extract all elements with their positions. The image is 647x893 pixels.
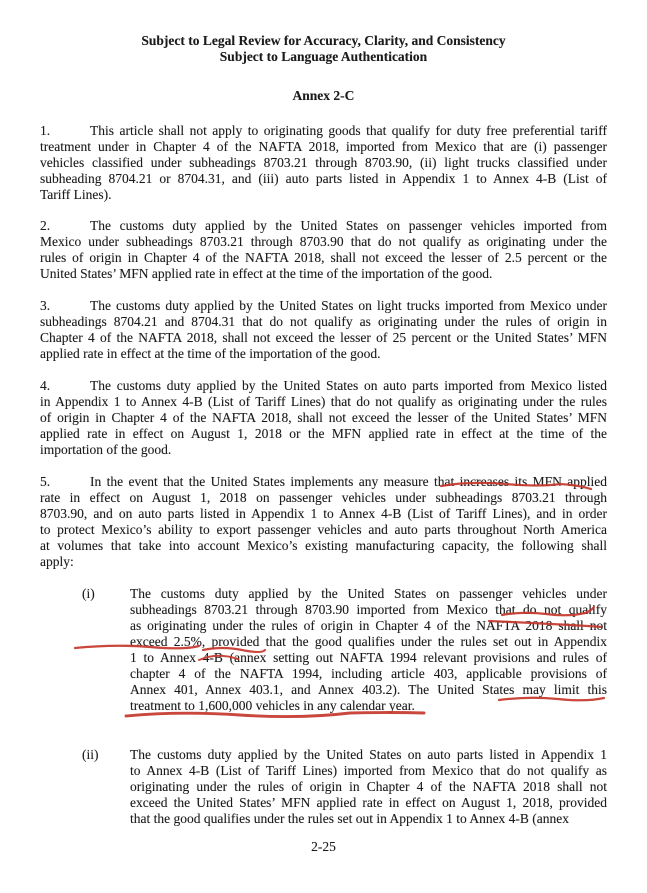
page-number: 2-25 xyxy=(311,839,336,854)
review-notice xyxy=(40,33,607,65)
review-notice-line1: Subject to Legal Review for Accuracy, Clarity, and Consistency xyxy=(141,33,506,48)
text-line: The customs duty applied by the United States on passenger vehicles under xyxy=(130,586,607,601)
text-line: 1 to Annex 4-B (annex setting out NAFTA 1994 relevant provisions and rules of xyxy=(130,650,607,665)
annex-title: Annex 2-C xyxy=(292,88,355,103)
paragraph-number: 5. xyxy=(40,474,51,489)
paragraph-5 xyxy=(40,474,607,570)
text-line: 4. The customs duty applied by the United States on auto parts imported from Mexico listed xyxy=(40,378,607,393)
text-line: 3. The customs duty applied by the United States on light trucks imported from Mexico under xyxy=(40,298,607,313)
text-line: to Annex 4-B (List of Tariff Lines) imported from Mexico that do not qualify as xyxy=(130,763,607,778)
text-line: subheadings 8703.21 through 8703.90 imported from Mexico that do not qualify xyxy=(130,602,607,617)
text-line: in Appendix 1 to Annex 4-B (List of Tariff Lines) that do not qualify as originating under the rules xyxy=(40,394,607,409)
text-line: subheading 8704.21 or 8704.31, and (iii) auto parts listed in Appendix 1 to Annex 4-B (List of xyxy=(40,171,607,186)
paragraph-3 xyxy=(40,298,607,362)
text-line: Chapter 4 of the NAFTA 2018, shall not exceed the lesser of 25 percent or the United States’ MFN xyxy=(40,330,607,345)
text-line: treatment under in Chapter 4 of the NAFTA 2018, imported from Mexico that are (i) passenger xyxy=(40,139,607,154)
text-line: as originating under the rules of origin in Chapter 4 of the NAFTA 2018 shall not xyxy=(130,618,607,633)
review-notice-line2: Subject to Language Authentication xyxy=(219,49,428,64)
text-line: that the good qualifies under the rules set out in Appendix 1 to Annex 4-B (annex xyxy=(130,811,570,826)
subparagraph-label: (i) xyxy=(82,586,95,601)
subparagraph-label: (ii) xyxy=(82,747,99,762)
paragraph-2 xyxy=(40,218,607,282)
subparagraph-i xyxy=(40,586,607,714)
text-line: applied rate in effect on August 1, 2018 or the MFN applied rate in effect at the time of the xyxy=(40,426,607,441)
text-line: to protect Mexico’s ability to export passenger vehicles and auto parts throughout North America xyxy=(40,522,607,537)
text-line: United States’ MFN applied rate in effect at the time of the importation of the good. xyxy=(40,266,493,281)
text-line: The customs duty applied by the United States on auto parts listed in Appendix 1 xyxy=(130,747,607,762)
text-line: 1. This article shall not apply to originating goods that qualify for duty free preferential tariff xyxy=(40,123,607,138)
paragraph-number: 3. xyxy=(40,298,51,313)
text-line: exceed the United States’ MFN applied rate in effect on August 1, 2018, provided xyxy=(130,795,607,810)
paragraph-1 xyxy=(40,123,607,203)
text-line: at volumes that take into account Mexico’s existing manufacturing capacity, the following shall xyxy=(40,538,607,553)
paragraph-4 xyxy=(40,378,607,458)
paragraph-number: 2. xyxy=(40,218,51,233)
text-line: originating under the rules of origin in Chapter 4 of the NAFTA 2018 shall not xyxy=(130,779,607,794)
text-line: Mexico under subheadings 8703.21 through 8703.90 that do not qualify as originating under the xyxy=(40,234,607,249)
text-line: 8703.90, and on auto parts listed in Appendix 1 to Annex 4-B (List of Tariff Lines), and in order xyxy=(40,506,607,521)
text-line: applied rate in effect at the time of the importation of the good. xyxy=(40,346,381,361)
text-line: rate in effect on August 1, 2018 on passenger vehicles under subheadings 8703.21 through xyxy=(40,490,607,505)
text-line: 5. In the event that the United States implements any measure that increases its MFN applied xyxy=(40,474,607,489)
text-line: vehicles classified under subheadings 8703.21 through 8703.90, (ii) light trucks classified under xyxy=(40,155,607,170)
paragraph-number: 1. xyxy=(40,123,51,138)
text-line: Tariff Lines). xyxy=(40,187,112,202)
subparagraph-ii xyxy=(40,747,607,827)
text-line: Annex 401, Annex 403.1, and Annex 403.2). The United States may limit this xyxy=(130,682,607,697)
page-content xyxy=(40,33,607,855)
paragraph-number: 4. xyxy=(40,378,51,393)
text-line: treatment to 1,600,000 vehicles in any calendar year. xyxy=(130,698,415,713)
text-line: subheadings 8704.21 and 8704.31 that do not qualify as originating under the rules of origin in xyxy=(40,314,607,329)
text-line: exceed 2.5%, provided that the good qualifies under the rules set out in Appendix xyxy=(130,634,607,649)
text-line: of origin in Chapter 4 of the NAFTA 2018, shall not exceed the lesser of the United States’ MFN xyxy=(40,410,607,425)
paragraphs-container xyxy=(40,123,607,827)
text-line: 2. The customs duty applied by the United States on passenger vehicles imported from xyxy=(40,218,607,233)
text-line: rules of origin in Chapter 4 of the NAFTA 2018, shall not exceed the lesser of 2.5 percent or the xyxy=(40,250,607,265)
text-line: importation of the good. xyxy=(40,442,172,457)
text-line: apply: xyxy=(40,554,74,569)
text-line: chapter 4 of the NAFTA 1994, including article 403, applicable provisions of xyxy=(130,666,607,681)
